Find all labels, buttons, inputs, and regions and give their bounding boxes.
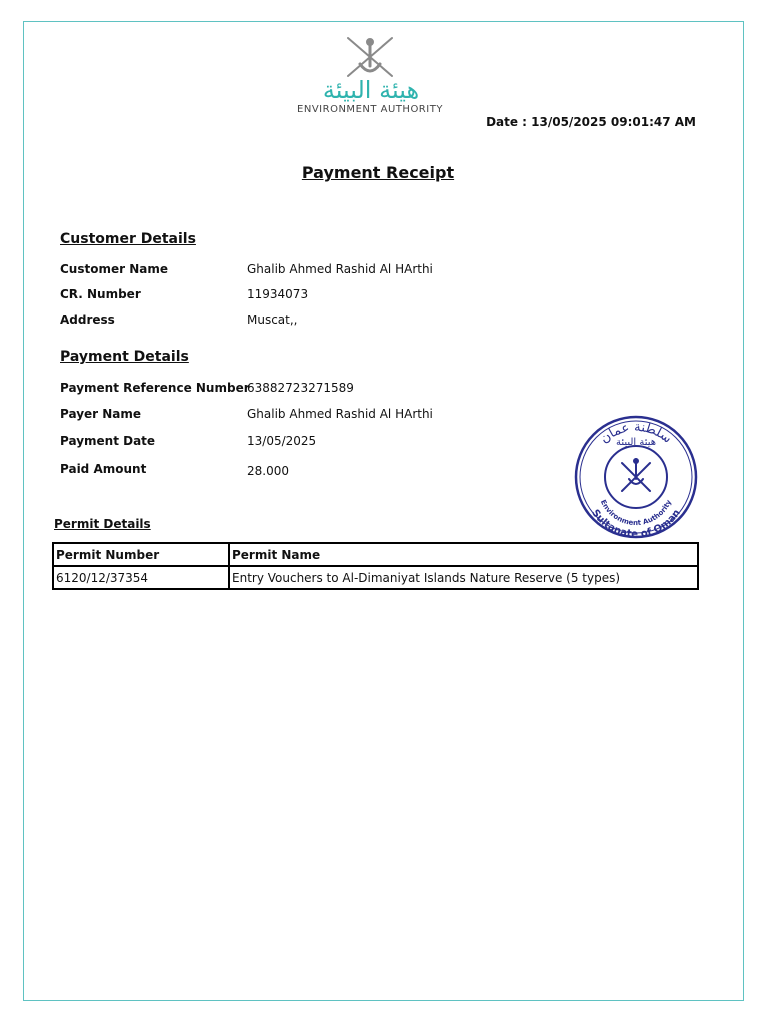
address-label: Address — [60, 313, 115, 327]
paid-amount-value: 28.000 — [247, 464, 289, 478]
customer-details-heading: Customer Details — [60, 231, 196, 247]
permit-name-cell: Entry Vouchers to Al-Dimaniyat Islands Nature Reserve (5 types) — [229, 566, 698, 589]
column-header-permit-number: Permit Number — [53, 543, 229, 566]
stamp-english-outer: Sultanate of Oman — [589, 507, 683, 539]
receipt-date: Date : 13/05/2025 09:01:47 AM — [486, 115, 696, 129]
cr-number-value: 11934073 — [247, 287, 309, 301]
customer-name-value: Ghalib Ahmed Rashid Al HArthi — [247, 262, 433, 276]
permit-number-cell: 6120/12/37354 — [53, 566, 229, 589]
stamp-arabic-top: سلطنة عمان — [597, 419, 675, 447]
cr-number-label: CR. Number — [60, 287, 141, 301]
logo-english-text: ENVIRONMENT AUTHORITY — [297, 104, 443, 115]
permit-table — [52, 542, 699, 590]
payer-name-value: Ghalib Ahmed Rashid Al HArthi — [247, 407, 433, 421]
payment-reference-value: 63882723271589 — [247, 381, 354, 395]
logo-arabic-text: هيئة البيئة — [322, 76, 420, 104]
payment-details-heading: Payment Details — [60, 349, 189, 365]
column-header-permit-name: Permit Name — [229, 543, 698, 566]
permit-details-heading: Permit Details — [54, 517, 151, 531]
table-header-row — [53, 543, 698, 566]
payment-reference-label: Payment Reference Number — [60, 381, 250, 395]
payment-date-value: 13/05/2025 — [247, 434, 317, 448]
address-value: Muscat,, — [247, 313, 298, 327]
payer-name-label: Payer Name — [60, 407, 142, 421]
table-row — [53, 566, 698, 589]
customer-name-label: Customer Name — [60, 262, 168, 276]
payment-date-label: Payment Date — [60, 434, 156, 448]
stamp-english-inner: Environment Authority — [598, 498, 674, 528]
paid-amount-label: Paid Amount — [60, 462, 147, 476]
stamp-arabic-mid: هيئة البيئة — [615, 437, 657, 448]
official-stamp — [572, 415, 700, 539]
page-title: Payment Receipt — [301, 163, 455, 182]
